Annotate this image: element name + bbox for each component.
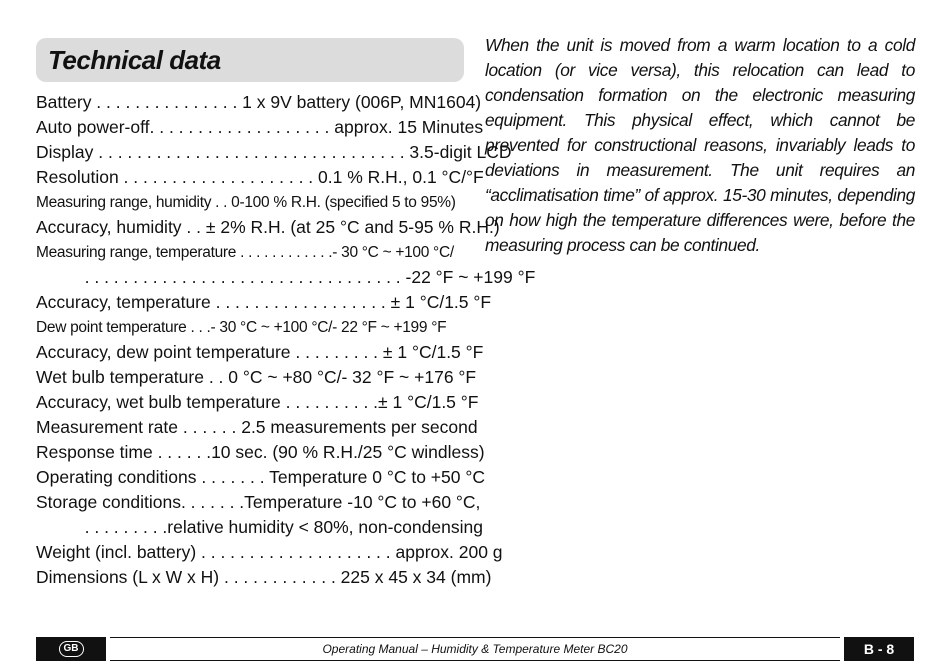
spec-row xyxy=(36,565,492,590)
language-marker xyxy=(36,637,106,661)
spec-list xyxy=(36,90,536,590)
spec-row xyxy=(36,515,483,540)
spec-row xyxy=(36,215,500,240)
spec-text: Operating conditions . . . . . . . Temperature 0 °C to +50 °C xyxy=(36,467,485,487)
spec-text: Auto power-off. . . . . . . . . . . . . . . . . . . approx. 15 Minutes xyxy=(36,117,484,137)
spec-row xyxy=(36,240,464,265)
spec-row xyxy=(36,290,492,315)
spec-text: Measuring range, temperature . . . . . . . . . . . .- 30 °C ~ +100 °C/ xyxy=(36,244,454,261)
spec-row xyxy=(36,90,482,115)
spec-row xyxy=(36,390,479,415)
spec-text: . . . . . . . . . . . . . . . . . . . . . . . . . . . . . . . . . -22 °F ~ +199 °F xyxy=(36,267,536,287)
spec-text: Accuracy, wet bulb temperature . . . . . . . . . .± 1 °C/1.5 °F xyxy=(36,392,479,412)
condensation-note: When the unit is moved from a warm location to a cold location (or vice versa), this relocation can lead to condensation formation on the electronic measuring equipment. This physical effect, which cannot be prevented for constructional reasons, invariably leads to deviations in measurement. The unit requires an “acclimatisation time” of approx. 15-30 minutes, depending on how high the temperature differences were, before the measuring process can be continued. xyxy=(485,35,915,255)
spec-text: . . . . . . . . .relative humidity < 80%, non-condensing xyxy=(36,517,483,537)
spec-text: Display . . . . . . . . . . . . . . . . . . . . . . . . . . . . . . . . 3.5-digit LCD xyxy=(36,142,512,162)
spec-row xyxy=(36,165,484,190)
spec-text: Measurement rate . . . . . . 2.5 measurements per second xyxy=(36,417,478,437)
spec-row xyxy=(36,365,477,390)
spec-text: Dimensions (L x W x H) . . . . . . . . . . . . 225 x 45 x 34 (mm) xyxy=(36,567,492,587)
spec-row xyxy=(36,490,481,515)
spec-text: Accuracy, temperature . . . . . . . . . . . . . . . . . . ± 1 °C/1.5 °F xyxy=(36,292,492,312)
spec-row xyxy=(36,115,484,140)
section-heading: Technical data xyxy=(48,44,221,75)
spec-text: Storage conditions. . . . . . .Temperature -10 °C to +60 °C, xyxy=(36,492,481,512)
footer-title: Operating Manual – Humidity & Temperature Meter BC20 xyxy=(110,637,840,661)
page-footer xyxy=(36,637,914,661)
spec-row xyxy=(36,415,478,440)
spec-row xyxy=(36,465,485,490)
spec-row xyxy=(36,315,464,340)
section-heading-box xyxy=(36,38,464,82)
spec-text: Accuracy, humidity . . ± 2% R.H. (at 25 °C and 5-95 % R.H.) xyxy=(36,217,500,237)
spec-text: Dew point temperature . . .- 30 °C ~ +100 °C/- 22 °F ~ +199 °F xyxy=(36,319,447,336)
spec-row xyxy=(36,440,485,465)
language-badge: GB xyxy=(59,641,84,657)
spec-text: Resolution . . . . . . . . . . . . . . . . . . . . 0.1 % R.H., 0.1 °C/°F xyxy=(36,167,484,187)
spec-text: Wet bulb temperature . . 0 °C ~ +80 °C/- 32 °F ~ +176 °F xyxy=(36,367,477,387)
spec-text: Weight (incl. battery) . . . . . . . . . . . . . . . . . . . . approx. 200 g xyxy=(36,542,503,562)
spec-row xyxy=(36,540,503,565)
spec-row xyxy=(36,140,512,165)
spec-row xyxy=(36,190,464,215)
technical-data-section xyxy=(36,38,536,590)
spec-text: Measuring range, humidity . . 0-100 % R.H. (specified 5 to 95%) xyxy=(36,194,456,211)
spec-row xyxy=(36,340,484,365)
spec-text: Response time . . . . . .10 sec. (90 % R.H./25 °C windless) xyxy=(36,442,485,462)
page-number: B - 8 xyxy=(844,637,914,661)
spec-text: Accuracy, dew point temperature . . . . . . . . . ± 1 °C/1.5 °F xyxy=(36,342,484,362)
spec-row xyxy=(36,265,536,290)
spec-text: Battery . . . . . . . . . . . . . . . 1 x 9V battery (006P, MN1604) xyxy=(36,92,482,112)
